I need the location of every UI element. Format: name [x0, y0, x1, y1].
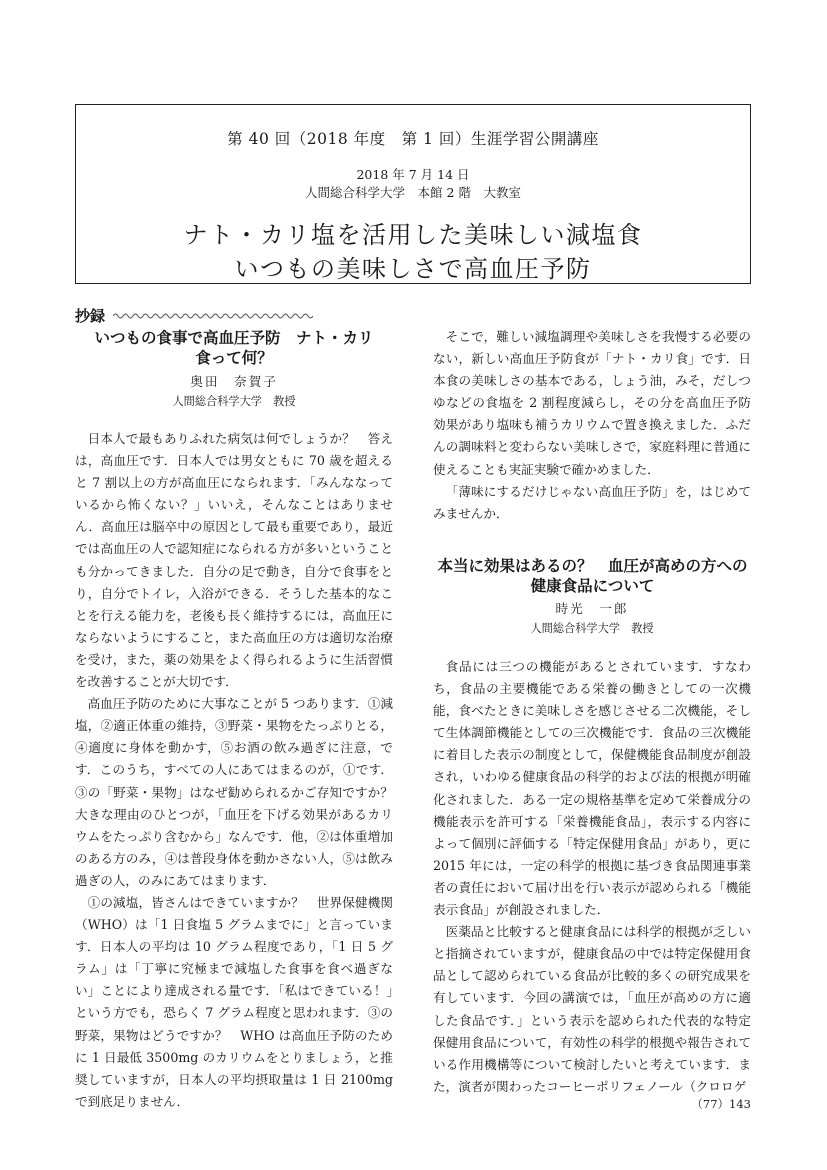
article1-body-continuation [433, 326, 751, 525]
lecture-title-line2: いつもの美味しさで高血圧予防 [234, 255, 592, 283]
article1-paragraph: 日本人で最もありふれた病気は何でしょうか？ 答えは，高血圧です．日本人では男女ともに 70 歳を超えると 7 割以上の方が高血圧になられます．「みんななっているから怖くない？」いいえ，そんなことはありません．高血圧は脳卒中の原因として最も重要であり，最近では高血圧の人で認知症になられる方が多いということも分かってきました．自分の足で動き，自分で食事をとり，自分でトイレ，入浴ができる．そうした基本的なことを行える能力を，老後も長く維持するには，高血圧にならないようにすること，また高血圧の方は適切な治療を受け，また，薬の効果をよく得られるように生活習慣を改善することが大切です． [75, 431, 393, 690]
page-number: （77）143 [691, 1097, 751, 1111]
article2-title-line1: 本当に効果はあるの？ 血圧が高めの方への [437, 557, 748, 575]
article1-affiliation: 人間総合科学大学 教授 [172, 395, 296, 408]
article1-paragraph: そこで，難しい減塩調理や美味しさを我慢する必要のない，新しい高血圧予防食が「ナト・カリ食」です．日本食の美味しさの基本である，しょう油，みそ，だしつゆなどの食塩を 2 割程度減らし，その分を高血圧予防効果があり塩味も補うカリウムで置き換えました．ふだんの調味料と変わらない美味しさで，家庭料理に普通に使えることも実証実験で確かめました． [433, 329, 751, 477]
lecture-header-box [75, 104, 751, 284]
article2-author: 時光 一郎 [555, 601, 629, 616]
article1-title-line1: いつもの食事で高血圧予防 ナト・カリ [94, 329, 374, 347]
article1-author: 奥田 奈賀子 [190, 374, 278, 389]
abstract-heading [75, 305, 313, 326]
abstract-label: 抄録 [75, 307, 106, 325]
article2-paragraph: 食品には三つの機能があるとされています．すなわち，食品の主要機能である栄養の働きとしての一次機能，食べたときに美味しさを感じさせる二次機能，そして生体調節機能としての三次機能です．食品の三次機能に着目した表示の制度として，保健機能食品制度が創設され，いわゆる健康食品の科学的および法的根拠が明確化されました．ある一定の規格基準を定めて栄養成分の機能表示を許可する「栄養機能食品」，表示する内容によって個別に評価する「特定保健用食品」があり，更に 2015 年には，一定の科学的根拠に基づき食品関連事業者の責任において届け出を行い表示が認められる「機能表示食品」が創設されました． [433, 659, 751, 918]
wavy-divider [113, 312, 313, 320]
article2-affiliation: 人間総合科学大学 教授 [530, 622, 654, 635]
lecture-series: 第 40 回（2018 年度 第 1 回）生涯学習公開講座 [227, 130, 599, 148]
lecture-venue: 人間総合科学大学 本館 2 階 大教室 [305, 185, 521, 200]
lecture-date: 2018 年 7 月 14 日 [356, 167, 470, 182]
article2-title-line2: 健康食品について [530, 577, 655, 595]
lecture-title-line1: ナト・カリ塩を活用した美味しい減塩食 [183, 221, 643, 249]
article2-body [433, 656, 751, 1098]
article2-paragraph: 医薬品と比較すると健康食品には科学的根拠が乏しいと指摘されていますが，健康食品の中では特定保健用食品として認められている食品が比較的多くの研究成果を有しています．今回の講演では，「血圧が高めの方に適した食品です．」という表示を認められた代表的な特定保健用食品について，有効性の科学的根拠や報告されている作用機構等について検討したいと考えています．また，演者が関わったコーヒーポリフェノール（クロロゲ [433, 924, 751, 1094]
article1-title-line2: 食って何？ [195, 349, 273, 367]
article1-paragraph: 「薄味にするだけじゃない高血圧予防」を，はじめてみませんか． [433, 483, 751, 521]
article1-body [75, 428, 406, 1113]
article1-paragraph: 高血圧予防のために大事なことが 5 つあります．①減塩，②適正体重の維持，③野菜・果物をたっぷりとる，④適度に身体を動かす，⑤お酒の飲み過ぎに注意，です．このうち，すべての人にあてはまるのが，①です．③の「野菜・果物」はなぜ勧められるかご存知ですか？ 大きな理由のひとつが，「血圧を下げる効果があるカリウムをたっぷり含むから」なんです．他，②は体重増加のある方のみ，④は普段身体を動かさない人，⑤は飲み過ぎの人，のみにあてはまります． [75, 696, 406, 888]
article1-paragraph: ①の減塩，皆さんはできていますか？ 世界保健機関（WHO）は「1 日食塩 5 グラムまでに」と言っています．日本人の平均は 10 グラム程度であり，「1 日 5 グラム」は「丁寧に究極まで減塩した食事を食べ過ぎない」ことにより達成される量です．「私はできている！」という方でも，恐らく 7 グラム程度と思われます．③の野菜，果物はどうですか？ WHO は高血圧予防のために 1 日最低 3500mg のカリウムをとりましょう，と推奨していますが，日本人の平均摂取量は 1 日 2100mg で到底足りません． [75, 894, 393, 1109]
